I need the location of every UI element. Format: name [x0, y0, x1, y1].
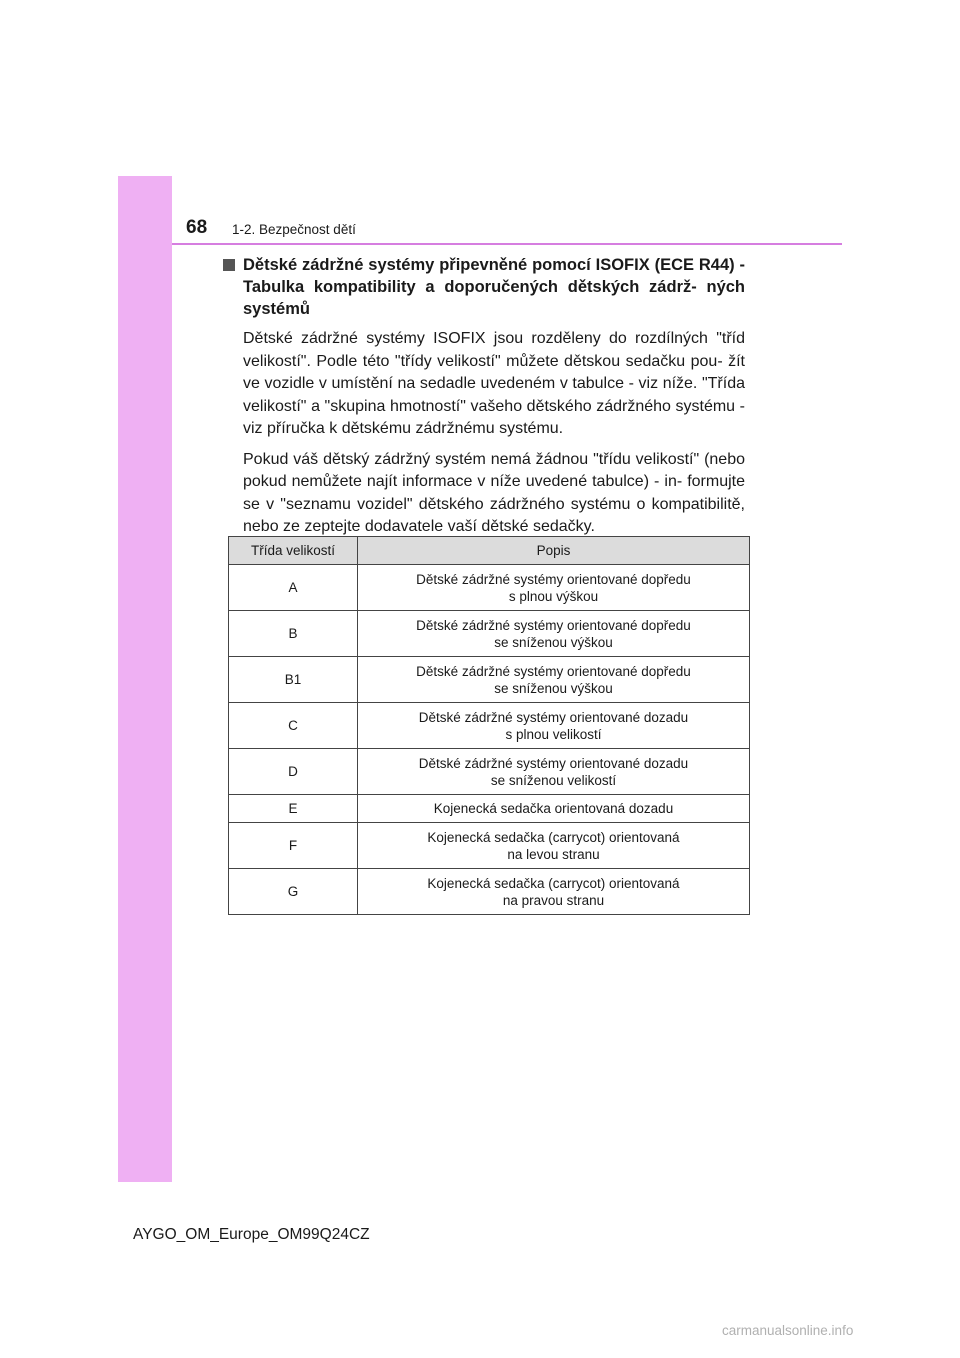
description-line-2: se sníženou výškou: [494, 680, 613, 696]
size-class-cell: C: [229, 703, 358, 749]
size-class-cell: D: [229, 749, 358, 795]
description-cell: [358, 869, 750, 915]
size-class-cell: E: [229, 795, 358, 823]
description-line-2: s plnou výškou: [508, 588, 599, 604]
description-line-1: Dětské zádržné systémy orientované dopředu: [416, 617, 691, 633]
size-class-cell: B1: [229, 657, 358, 703]
section-heading: [243, 254, 745, 320]
description-line-1: Kojenecká sedačka orientovaná dozadu: [433, 801, 674, 816]
side-color-band: [118, 176, 172, 1182]
table-row: [229, 611, 750, 657]
description-cell: [358, 565, 750, 611]
column-header-description: Popis: [358, 537, 750, 565]
header-rule: [172, 243, 842, 245]
description-cell: [358, 823, 750, 869]
table-row: [229, 565, 750, 611]
watermark: carmanualsonline.info: [722, 1323, 854, 1338]
table-row: [229, 823, 750, 869]
size-class-cell: G: [229, 869, 358, 915]
main-content: [243, 254, 745, 539]
description-cell: [358, 749, 750, 795]
description-line-2: s plnou velikostí: [505, 726, 602, 742]
document-id: AYGO_OM_Europe_OM99Q24CZ: [133, 1226, 370, 1243]
table-row: [229, 657, 750, 703]
description-cell: [358, 611, 750, 657]
description-line-1: Kojenecká sedačka (carrycot) orientovaná: [427, 875, 680, 891]
description-cell: [358, 657, 750, 703]
description-line-1: Dětské zádržné systémy orientované dozadu: [418, 709, 689, 725]
description-line-2: na levou stranu: [507, 846, 600, 862]
table-row: [229, 795, 750, 823]
table-row: [229, 749, 750, 795]
page-number: 68: [186, 217, 208, 238]
size-class-cell: F: [229, 823, 358, 869]
paragraph-no-size-class: Pokud váš dětský zádržný systém nemá žádnou "třídu velikostí" (nebo pokud nemůžete najít informace v níže uvedené tabulce) - in- formujte se v "seznamu vozidel" dětského zádržného systému o kompatibilitě, nebo ze zeptejte dodavatele vaší dětské sedačky.: [243, 450, 745, 535]
table-row: [229, 869, 750, 915]
table-row: [229, 703, 750, 749]
size-class-cell: A: [229, 565, 358, 611]
section-heading-text: Dětské zádržné systémy připevněné pomocí ISOFIX (ECE R44) - Tabulka kompatibility a doporučených dětských zádrž- ných systémů: [243, 256, 745, 318]
size-class-cell: B: [229, 611, 358, 657]
column-header-class: Třída velikostí: [229, 537, 358, 565]
table-header-row: [229, 537, 750, 565]
description-cell: [358, 795, 750, 823]
size-class-table: [228, 536, 750, 915]
description-cell: [358, 703, 750, 749]
square-bullet-icon: [223, 259, 235, 271]
description-line-2: se sníženou velikostí: [490, 772, 617, 788]
section-title: 1-2. Bezpečnost dětí: [232, 222, 356, 237]
description-line-2: se sníženou výškou: [494, 634, 613, 650]
description-line-1: Dětské zádržné systémy orientované dozadu: [418, 755, 689, 771]
description-line-1: Dětské zádržné systémy orientované dopředu: [416, 571, 691, 587]
description-line-1: Dětské zádržné systémy orientované dopředu: [416, 663, 691, 679]
description-line-2: na pravou stranu: [502, 892, 605, 908]
description-line-1: Kojenecká sedačka (carrycot) orientovaná: [427, 829, 680, 845]
paragraph-size-classes: Dětské zádržné systémy ISOFIX jsou rozděleny do rozdílných "tříd velikostí". Podle této "třídy velikostí" můžete dětskou sedačku pou- žít ve vozidle v umístění na sedadle uvedeném v tabulce - viz níže. "Třída velikostí" a "skupina hmotností" vašeho dětského zádržného systému - viz příručka k dětskému zádržnému systému.: [243, 330, 745, 437]
